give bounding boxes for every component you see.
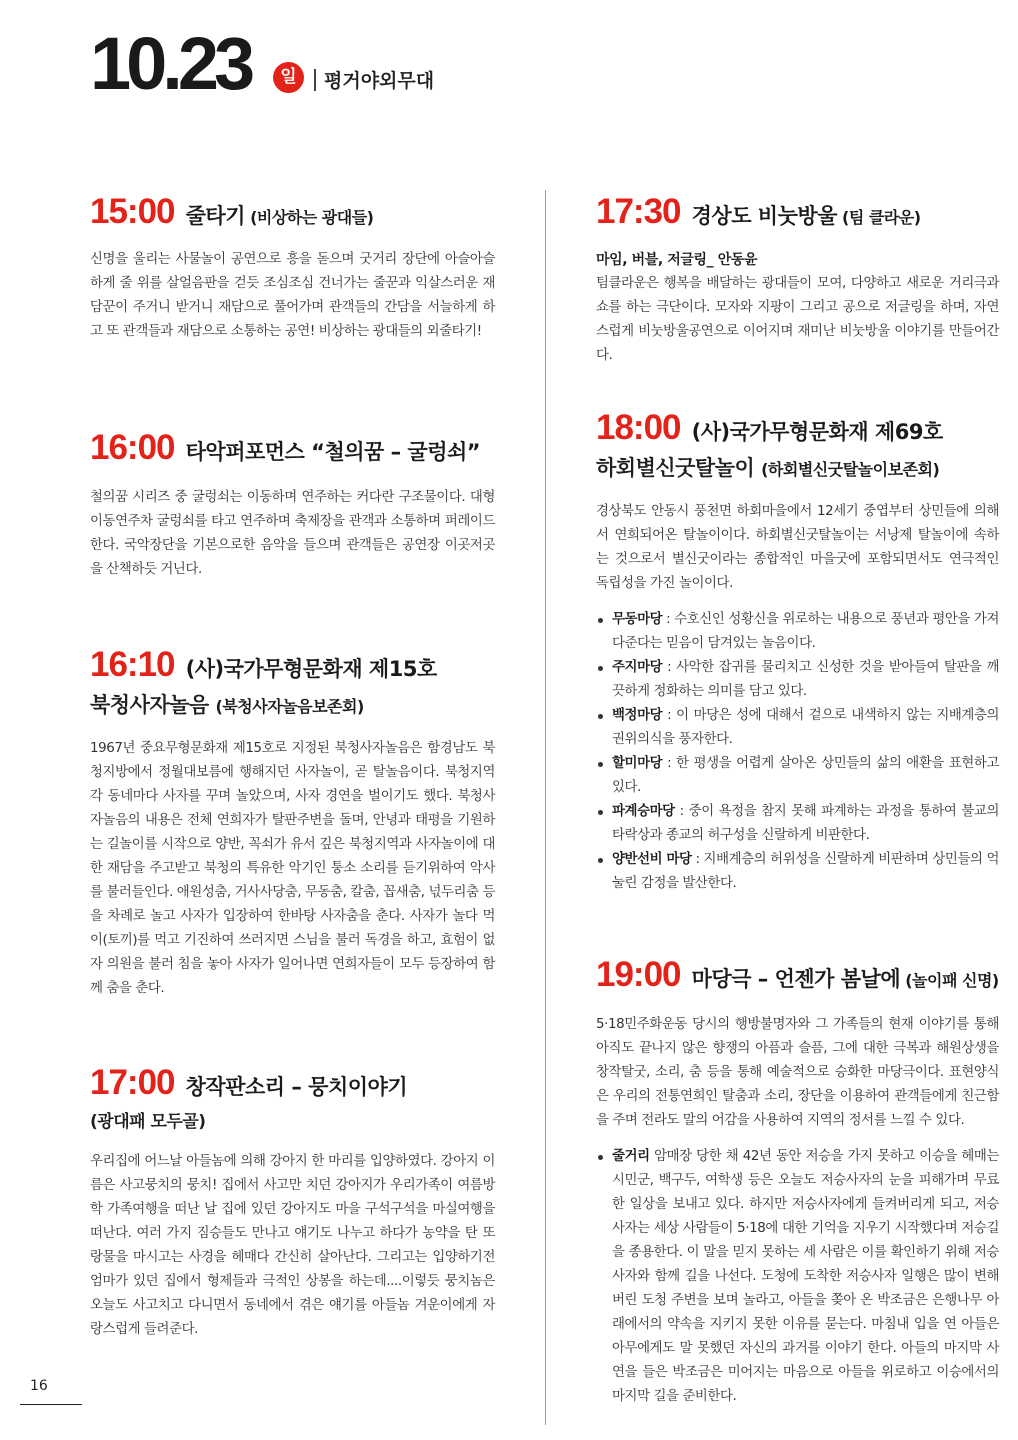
program-time: 16:00 [90, 428, 175, 467]
page-number: 16 [30, 1378, 48, 1394]
program-1500 [90, 192, 495, 344]
item-term: 백정마당 [612, 708, 663, 723]
program-heading [90, 192, 495, 232]
program-title: (사)국가무형문화재 제69호 [691, 420, 943, 444]
venue-name: 평거야외무대 [324, 70, 435, 92]
list-item [596, 752, 999, 800]
program-name: 하회별신굿탈놀이 [596, 456, 755, 480]
program-description: 팀클라운은 행복을 배달하는 광대들이 모여, 다양하고 새로운 거리극과 쇼를 하는 극단이다. 모자와 지팡이 그리고 공으로 저글링을 하며, 자연스럽게 비눗방울공연으로 이어지며 재미난 비눗방울 이야기를 만들어간다. [596, 276, 999, 363]
program-description: 우리집에 어느날 아들놈에 의해 강아지 한 마리를 입양하였다. 강아지 이름은 사고뭉치의 뭉치! 집에서 사고만 치던 강아지가 우리가족이 여름방학 가족여행을 떠난 날 집에 있던 강아지도 마을 구석구석을 마실여행을 떠난다. 여러 가지 짐승들도 만나고 얘기도 나누고 하다가 농약을 탄 또랑물을 마시고는 사경을 헤매다 간신히 살아난다. 그리고는 입양하기전 엄마가 있던 집에서 형제들과 극적인 상봉을 하는데....이렇듯 뭉치놈은 오늘도 사고치고 다니면서 동네에서 겪은 얘기를 아들놈 겨운이에게 자랑스럽게 들려준다. [90, 1154, 495, 1337]
program-description: 철의꿈 시리즈 중 굴렁쇠는 이동하며 연주하는 커다란 구조물이다. 대형이동연주차 굴렁쇠를 타고 연주하며 축제장을 관객과 소통하며 퍼레이드 한다. 국악장단을 기본으로한 음악을 들으며 관객들은 공연장 이곳저곳을 산책하듯 거닌다. [90, 490, 495, 577]
program-description: 1967년 중요무형문화재 제15호로 지정된 북청사자놀음은 함경남도 북청지방에서 정월대보름에 행해지던 사자놀이, 곧 탈놀음이다. 북청지역 각 동네마다 사자를 꾸며 놀았으며, 사자 경연을 벌이기도 했다. 북청사자놀음의 내용은 전체 연희자가 탈판주변을 돌며, 안녕과 태평을 기원하는 길놀이를 시작으로 양반, 꼭쇠가 유서 깊은 북청지역과 사자놀이에 대한 재담을 주고받고 북청의 특유한 악기인 퉁소 소리를 듣기위하여 악사를 불러들인다. 애원성춤, 거사사당춤, 무동춤, 칼춤, 꼽새춤, 넋두리춤 등을 차례로 놀고 사자가 입장하여 한바탕 사자춤을 춘다. 사자가 놀다 먹이(토끼)를 먹고 기진하여 쓰러지면 스님을 불러 독경을 하고, 효험이 없자 의원을 불러 침을 놓아 사자가 일어나면 연희자들이 모두 등장하여 함께 춤을 춘다. [90, 741, 495, 996]
item-desc: : 한 평생을 어렵게 살아온 상민들의 삶의 애환을 표현하고 있다. [612, 756, 999, 795]
program-time: 17:30 [596, 192, 681, 231]
program-heading [596, 192, 999, 232]
program-title-line2 [596, 452, 999, 482]
item-term: 줄거리 [612, 1149, 650, 1164]
item-term: 할미마당 [612, 756, 663, 771]
program-1700 [90, 1063, 495, 1342]
program-name: 북청사자놀음 [90, 693, 209, 717]
program-title: (사)국가무형문화재 제15호 [185, 657, 437, 681]
day-badge: 일 [273, 62, 304, 93]
list-item [596, 704, 999, 752]
list-item [596, 608, 999, 656]
item-desc: 암매장 당한 채 42년 동안 저승을 가지 못하고 이승을 헤매는 시민군, 백구두, 여학생 등은 오늘도 저승사자의 눈을 피해가며 무료한 일상을 보내고 있다. 하지만 저승사자에게 들켜버리게 되고, 저승사자는 세상 사람들이 5·18에 대한 기억을 지우기 시작했다며 저승길을 종용한다. 이 말을 믿지 못하는 세 사람은 이를 확인하기 위해 저승사자와 함께 길을 나선다. 도청에 도착한 저승사자 일행은 많이 변해버린 도청 주변을 보며 놀라고, 아들을 쫒아 온 박조금은 은행나무 아래에서의 약속을 지키지 못한 이유를 묻는다. 마침내 입을 연 아들은 아무에게도 말 못했던 자신의 과거를 이야기 한다. 아들의 마지막 사연을 들은 박조금은 미어지는 마음으로 아들을 위로하고 이승에서의 마지막 길을 준비한다. [612, 1149, 999, 1404]
item-term: 무동마당 [612, 612, 663, 627]
item-term: 주지마당 [612, 660, 663, 675]
item-term: 양반선비 마당 [612, 852, 692, 867]
program-subtitle: (하회별신굿탈놀이보존회) [761, 460, 940, 479]
program-subtitle: (팀 클라운) [842, 208, 921, 227]
list-item [596, 656, 999, 704]
list-item [596, 848, 999, 896]
program-heading [90, 1063, 495, 1132]
list-item [596, 800, 999, 848]
program-heading [596, 955, 999, 995]
program-heading [596, 408, 999, 482]
program-description: 신명을 울리는 사물놀이 공연으로 흥을 돋으며 굿거리 장단에 아슬아슬하게 줄 위를 살얼음판을 걷듯 조심조심 건너가는 줄꾼과 익살스러운 재담꾼이 주거니 받거니 재담으로 풀어가며 관객들의 간담을 서늘하게 하고 또 관객들과 재담으로 소통하는 공연! 비상하는 광대들의 외줄타기! [90, 252, 495, 339]
program-time: 16:10 [90, 645, 175, 684]
item-desc: : 중이 욕정을 참지 못해 파계하는 과정을 통하여 불교의 타락상과 종교의 허구성을 신랄하게 비판한다. [612, 804, 999, 843]
program-description: 5·18민주화운동 당시의 행방불명자와 그 가족들의 현재 이야기를 통해 아직도 끝나지 않은 향쟁의 아픔과 슬픔, 그에 대한 극복과 해원상생을 창작탈굿, 소리, 춤 등을 통해 예술적으로 승화한 마당극이다. 표현양식은 우리의 전통연희인 탈춤과 소리, 장단을 이용하여 관객들에게 친근함을 주며 전라도 말의 어감을 사용하여 지역의 정서를 느낄 수 있다. [596, 1017, 999, 1128]
program-1900 [596, 955, 999, 1409]
item-desc: : 수호신인 성황신을 위로하는 내용으로 풍년과 평안을 가져다준다는 믿음이 담겨있는 놀음이다. [612, 612, 999, 651]
program-time: 18:00 [596, 408, 681, 447]
program-subtitle: (비상하는 광대들) [250, 208, 374, 227]
program-title: 타악퍼포먼스 “철의꿈 – 굴렁쇠” [185, 440, 481, 464]
item-desc: : 사악한 잡귀를 물리치고 신성한 것을 받아들여 탈판을 깨끗하게 정화하는 의미를 담고 있다. [612, 660, 999, 699]
program-performers: 마임, 버블, 저글링_ 안동윤 [596, 252, 758, 268]
item-desc: : 지배계층의 허위성을 신랄하게 비판하며 상민들의 억눌린 감정을 발산한다. [612, 852, 999, 891]
program-time: 15:00 [90, 192, 175, 231]
program-title-line2 [90, 689, 495, 719]
venue-divider [314, 69, 316, 91]
program-time: 19:00 [596, 955, 681, 994]
madang-list [596, 608, 999, 896]
program-title: 경상도 비눗방울 [691, 204, 837, 228]
program-heading [90, 645, 495, 719]
program-subtitle: (놀이패 신명) [905, 971, 999, 990]
list-item [596, 1145, 999, 1409]
program-time: 17:00 [90, 1063, 175, 1102]
item-desc: : 이 마당은 성에 대해서 겉으로 내색하지 않는 지배계층의 권위의식을 풍자한다. [612, 708, 999, 747]
event-date: 10.23 [90, 22, 251, 105]
program-subtitle: (북청사자놀음보존회) [215, 697, 364, 716]
program-1730 [596, 192, 999, 368]
program-1800 [596, 408, 999, 896]
column-divider [545, 190, 546, 1425]
program-title: 줄타기 [185, 204, 245, 228]
program-title: 마당극 – 언젠가 봄날에 [691, 967, 901, 991]
synopsis-list [596, 1145, 999, 1409]
program-heading [90, 428, 495, 468]
program-1600 [90, 428, 495, 582]
program-subtitle: (광대패 모두골) [90, 1112, 206, 1132]
item-term: 파계승마당 [612, 804, 675, 819]
program-description: 경상북도 안동시 풍천면 하회마을에서 12세기 중엽부터 상민들에 의해서 연희되어온 탈놀이이다. 하회별신굿탈놀이는 서낭제 탈놀이에 속하는 것으로서 별신굿이라는 종합적인 마을굿에 포함되면서도 연극적인 독립성을 가진 놀이이다. [596, 504, 999, 591]
program-1610 [90, 645, 495, 1001]
program-title: 창작판소리 – 뭉치이야기 [185, 1075, 408, 1099]
page-number-rule [20, 1404, 82, 1405]
